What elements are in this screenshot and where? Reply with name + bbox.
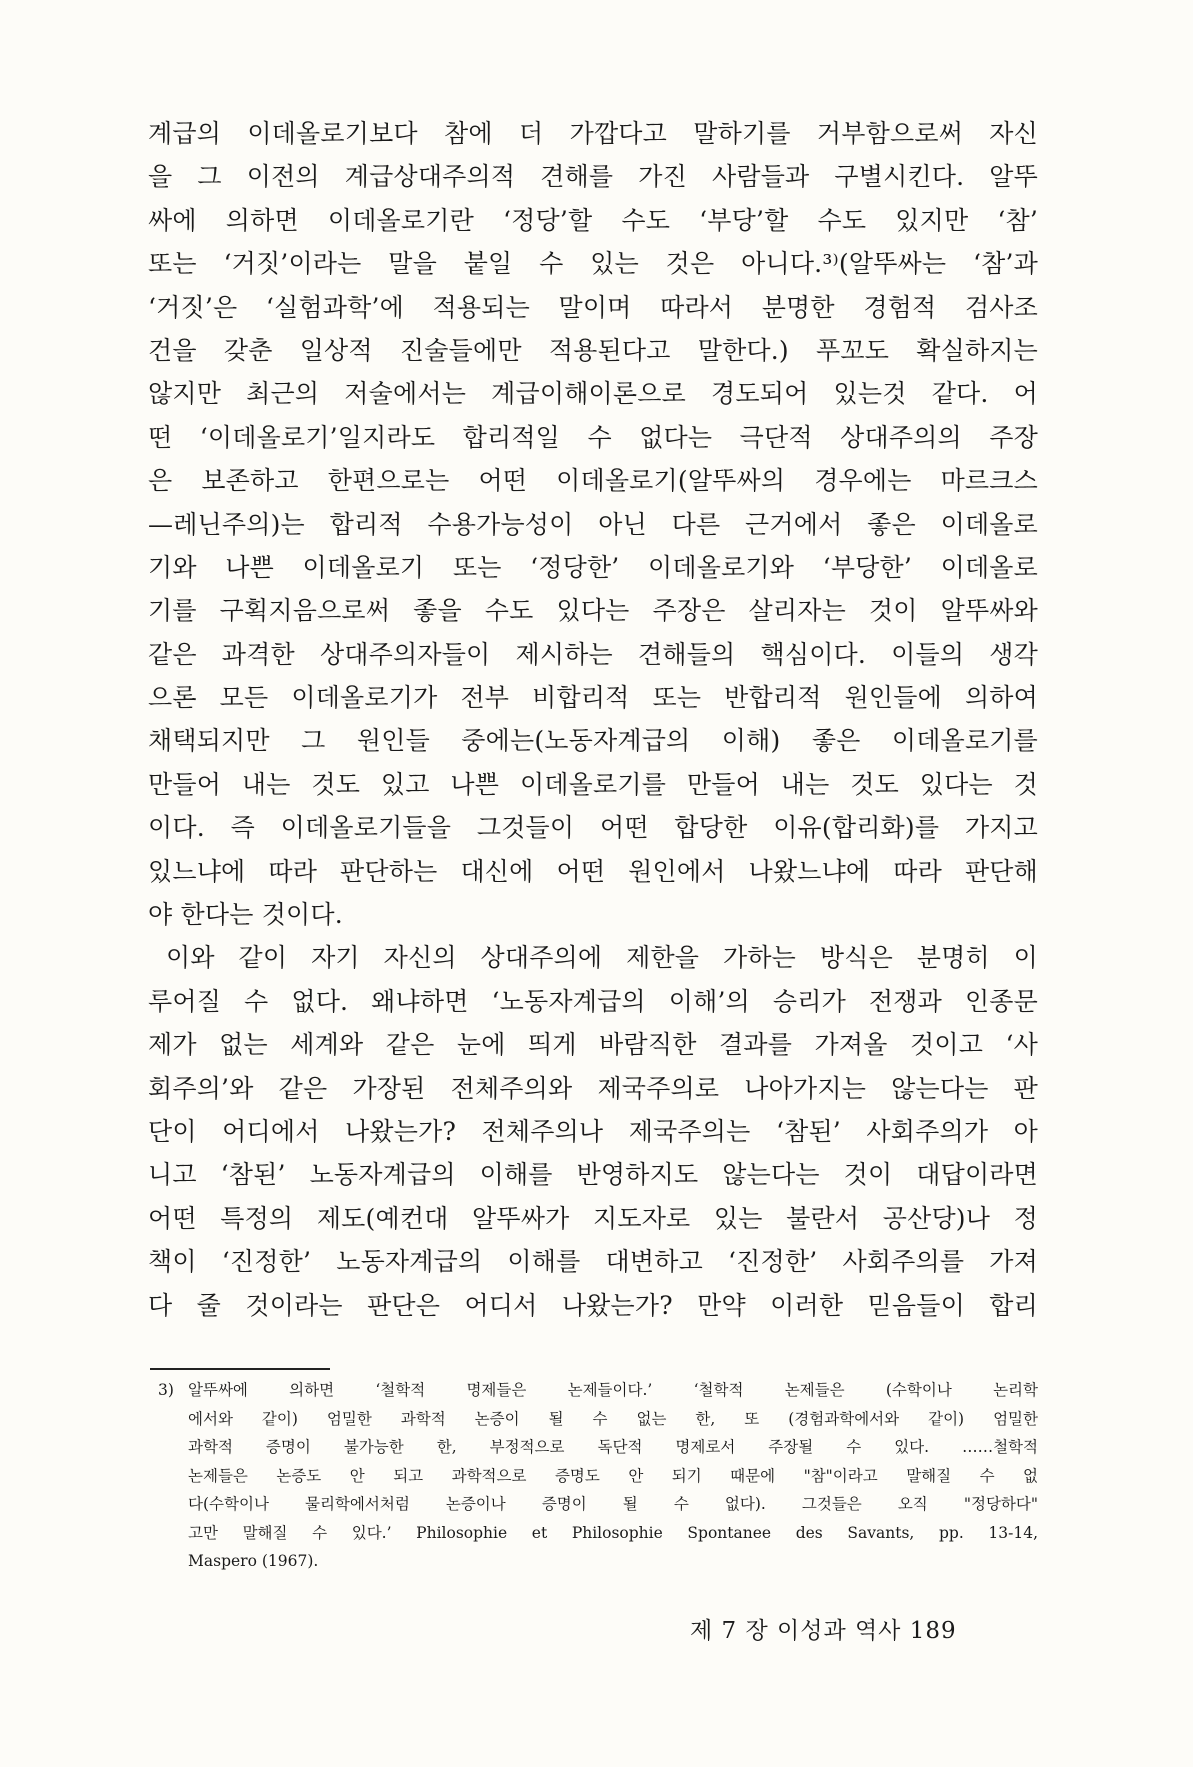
body-line: 이다. 즉 이데올로기들을 그것들이 어떤 합당한 이유(합리화)를 가지고 [148, 813, 1038, 843]
body-text [148, 112, 1038, 1327]
body-line: 루어질 수 없다. 왜냐하면 ‘노동자계급의 이해’의 승리가 전쟁과 인종문 [148, 986, 1038, 1016]
footnote-line: 에서와 같이) 엄밀한 과학적 논증이 될 수 없는 한, 또 (경험과학에서와 같이) 엄밀한 [188, 1409, 1038, 1428]
body-line: 또는 ‘거짓’이라는 말을 붙일 수 있는 것은 아니다.³⁾(알뚜싸는 ‘참’과 [148, 249, 1038, 279]
body-line: 떤 ‘이데올로기’일지라도 합리적일 수 없다는 극단적 상대주의의 주장 [148, 422, 1038, 452]
body-line: 기를 구획지음으로써 좋을 수도 있다는 주장은 살리자는 것이 알뚜싸와 [148, 596, 1038, 626]
body-line: 은 보존하고 한편으로는 어떤 이데올로기(알뚜싸의 경우에는 마르크스 [148, 466, 1038, 496]
body-line: 으론 모든 이데올로기가 전부 비합리적 또는 반합리적 원인들에 의하여 [148, 683, 1038, 713]
body-line: 이와 같이 자기 자신의 상대주의에 제한을 가하는 방식은 분명히 이 [166, 943, 1038, 973]
body-line: 야 한다는 것이다. [148, 900, 343, 930]
body-line: 않지만 최근의 저술에서는 계급이해이론으로 경도되어 있는것 같다. 어 [148, 379, 1038, 409]
body-line: 있느냐에 따라 판단하는 대신에 어떤 원인에서 나왔느냐에 따라 판단해 [148, 856, 1038, 886]
body-line: ‘거짓’은 ‘실험과학’에 적용되는 말이며 따라서 분명한 경험적 검사조 [148, 292, 1038, 322]
running-footer: 제 7 장 이성과 역사 189 [690, 1618, 957, 1644]
body-line: 책이 ‘진정한’ 노동자계급의 이해를 대변하고 ‘진정한’ 사회주의를 가져 [148, 1247, 1038, 1277]
body-line: 니고 ‘참된’ 노동자계급의 이해를 반영하지도 않는다는 것이 대답이라면 [148, 1160, 1038, 1190]
footnote-divider [150, 1368, 330, 1370]
footnote-line [158, 1376, 1038, 1405]
body-line: 회주의’와 같은 가장된 전체주의와 제국주의로 나아가지는 않는다는 판 [148, 1073, 1038, 1103]
footnote [158, 1376, 1038, 1576]
footnote-line: 고만 말해질 수 있다.’ Philosophie et Philosophie Spontanee des Savants, pp. 13-14, [188, 1523, 1038, 1542]
footnote-number: 3) [158, 1381, 174, 1399]
footnote-line: 과학적 증명이 불가능한 한, 부정적으로 독단적 명제로서 주장될 수 있다. ……철학적 [188, 1438, 1038, 1456]
body-line: 어떤 특정의 제도(예컨대 알뚜싸가 지도자로 있는 불란서 공산당)나 정 [148, 1203, 1038, 1233]
body-line: 계급의 이데올로기보다 참에 더 가깝다고 말하기를 거부함으로써 자신 [148, 119, 1038, 148]
body-line: 싸에 의하면 이데올로기란 ‘정당’할 수도 ‘부당’할 수도 있지만 ‘참’ [148, 205, 1038, 235]
body-line: 채택되지만 그 원인들 중에는(노동자계급의 이해) 좋은 이데올로기를 [148, 726, 1038, 756]
body-line: —레닌주의)는 합리적 수용가능성이 아닌 다른 근거에서 좋은 이데올로 [148, 509, 1038, 539]
footnote-text: 알뚜싸에 의하면 ‘철학적 명제들은 논제들이다.’ ‘철학적 논제들은 (수학이나 논리학 [188, 1381, 1038, 1399]
footnote-line: 논제들은 논증도 안 되고 과학적으로 증명도 안 되기 때문에 "참"이라고 말해질 수 없 [188, 1466, 1038, 1485]
body-line: 다 줄 것이라는 판단은 어디서 나왔는가? 만약 이러한 믿음들이 합리 [148, 1290, 1038, 1320]
body-line: 단이 어디에서 나왔는가? 전체주의나 제국주의는 ‘참된’ 사회주의가 아 [148, 1116, 1038, 1146]
body-line: 건을 갖춘 일상적 진술들에만 적용된다고 말한다.) 푸꼬도 확실하지는 [148, 335, 1038, 365]
body-line: 기와 나쁜 이데올로기 또는 ‘정당한’ 이데올로기와 ‘부당한’ 이데올로 [148, 552, 1038, 582]
body-line: 을 그 이전의 계급상대주의적 견해를 가진 사람들과 구별시킨다. 알뚜 [148, 162, 1038, 192]
body-line: 제가 없는 세계와 같은 눈에 띄게 바람직한 결과를 가져올 것이고 ‘사 [148, 1030, 1038, 1060]
body-line: 만들어 내는 것도 있고 나쁜 이데올로기를 만들어 내는 것도 있다는 것 [148, 769, 1038, 799]
footnote-line: 다(수학이나 물리학에서처럼 논증이나 증명이 될 수 없다). 그것들은 오직 "정당하다" [188, 1495, 1038, 1513]
body-line: 같은 과격한 상대주의자들이 제시하는 견해들의 핵심이다. 이들의 생각 [148, 639, 1038, 669]
footnote-line: Maspero (1967). [188, 1552, 319, 1570]
